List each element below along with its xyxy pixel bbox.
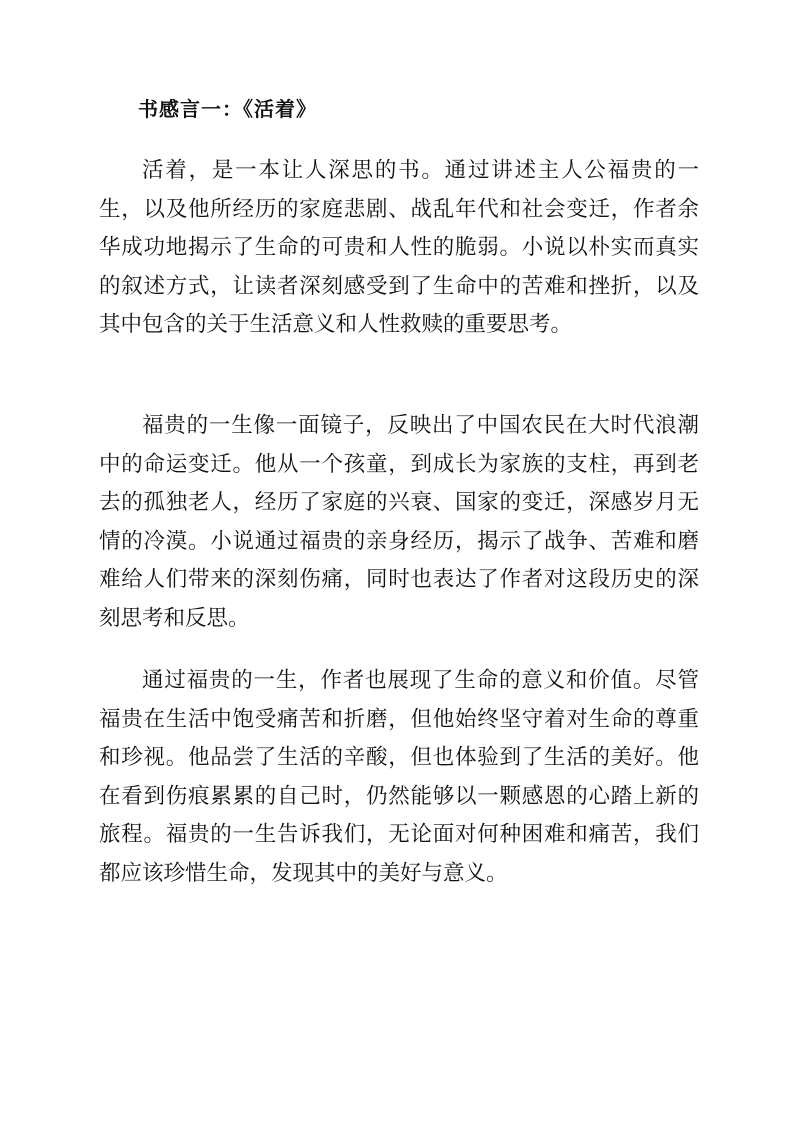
document-title: 书感言一：《活着》 [138, 97, 317, 121]
paragraph-3: 通过福贵的一生，作者也展现了生命的意义和价值。尽管福贵在生活中饱受痛苦和折磨，但他始终坚守着对生命的尊重和珍视。他品尝了生活的辛酸，但也体验到了生活的美好。他在看到伤痕累累的自己时，仍然能够以一颗感恩的心踏上新的旅程。福贵的一生告诉我们，无论面对何种困难和痛苦，我们都应该珍惜生命，发现其中的美好与意义。 [99, 668, 699, 886]
paragraph-1: 活着，是一本让人深思的书。通过讲述主人公福贵的一生，以及他所经历的家庭悲剧、战乱年代和社会变迁，作者余华成功地揭示了生命的可贵和人性的脆弱。小说以朴实而真实的叙述方式，让读者深刻感受到了生命中的苦难和挫折，以及其中包含的关于生活意义和人性救赎的重要思考。 [99, 158, 699, 337]
paragraph-2: 福贵的一生像一面镜子，反映出了中国农民在大时代浪潮中的命运变迁。他从一个孩童，到成长为家族的支柱，再到老去的孤独老人，经历了家庭的兴衰、国家的变迁，深感岁月无情的冷漠。小说通过福贵的亲身经历，揭示了战争、苦难和磨难给人们带来的深刻伤痛，同时也表达了作者对这段历史的深刻思考和反思。 [99, 413, 699, 631]
